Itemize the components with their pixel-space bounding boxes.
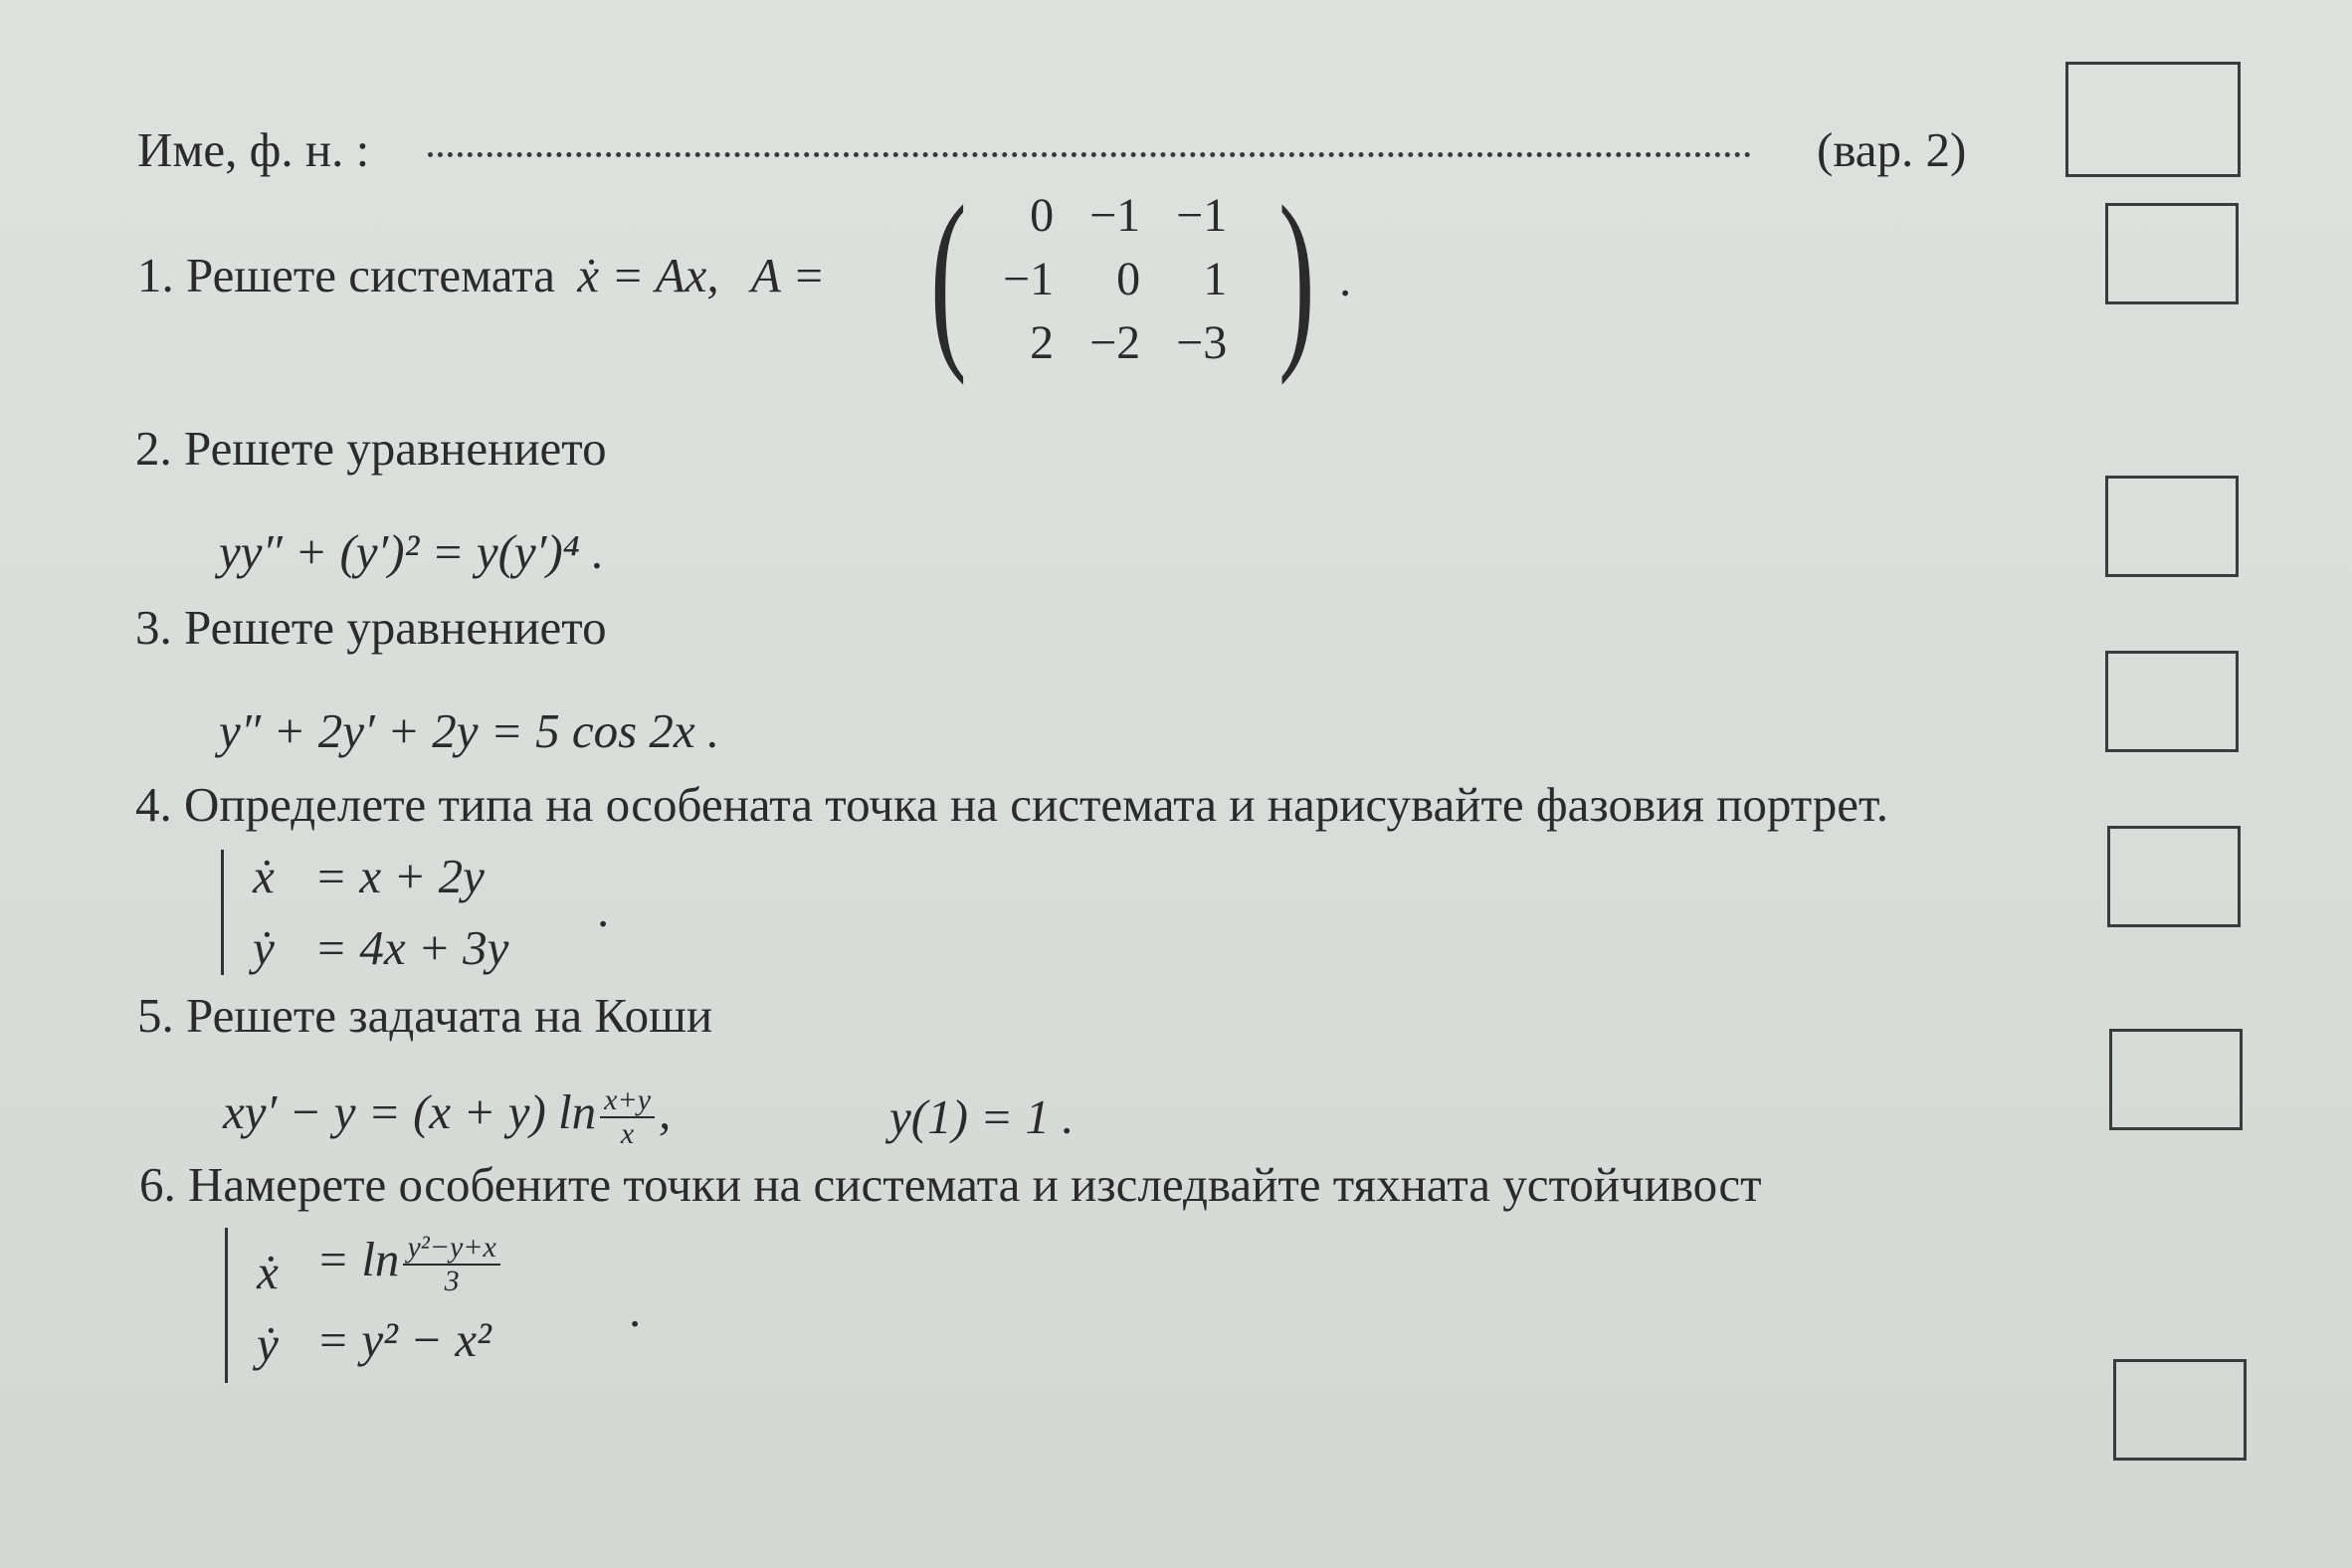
system-bar xyxy=(221,850,224,975)
matrix-cell: −1 xyxy=(1176,188,1228,242)
matrix-cell: 0 xyxy=(1030,188,1055,242)
problem-number: 6. xyxy=(139,1157,176,1212)
equation-5 xyxy=(223,1084,671,1149)
problem-6 xyxy=(139,1157,1762,1212)
problem-text: Определете типа на особената точка на системата и нарисувайте фазовия портрет. xyxy=(184,777,1888,832)
matrix-a xyxy=(985,183,1245,374)
equation-2: yy″ + (y′)² = y(y′)⁴ . xyxy=(219,524,605,579)
problem-text: Решете уравнението xyxy=(184,600,607,655)
matrix-cell: −3 xyxy=(1176,315,1228,369)
end-period: . xyxy=(1339,252,1352,306)
fraction xyxy=(600,1084,655,1149)
end-period: . xyxy=(629,1282,642,1337)
system-lhs: ẏ xyxy=(257,1316,279,1371)
score-box-4[interactable] xyxy=(2107,826,2241,927)
problem-text: Решете задачата на Коши xyxy=(186,988,713,1043)
system-bar xyxy=(225,1228,228,1383)
fraction-numerator: x+y xyxy=(600,1084,655,1118)
equation-part: = ln xyxy=(316,1231,400,1286)
problem-text: Намерете особените точки на системата и изследвайте тяхната устойчивост xyxy=(188,1157,1762,1212)
fraction xyxy=(403,1232,499,1296)
name-label: Име, ф. н. : xyxy=(137,122,370,177)
problem-number: 5. xyxy=(137,988,174,1043)
system-rhs: = 4x + 3y xyxy=(314,920,509,975)
problem-2 xyxy=(135,421,607,476)
score-box-6[interactable] xyxy=(2113,1359,2247,1461)
problem-4 xyxy=(135,777,1888,832)
system-lhs: ẏ xyxy=(253,920,275,975)
matrix-cell: −2 xyxy=(1089,315,1141,369)
score-box-3[interactable] xyxy=(2105,651,2239,752)
system-lhs: ẋ xyxy=(257,1245,279,1299)
equation: ẋ = Ax, xyxy=(577,248,719,302)
equation-3: y″ + 2y′ + 2y = 5 cos 2x . xyxy=(219,703,720,758)
score-box-5[interactable] xyxy=(2109,1029,2243,1130)
problem-text: Решете системата xyxy=(186,248,556,302)
comma: , xyxy=(659,1083,672,1139)
problem-number: 3. xyxy=(135,600,172,655)
matrix-cell: 2 xyxy=(1030,315,1055,369)
end-period: . xyxy=(597,882,610,937)
name-fill-line[interactable] xyxy=(428,152,1751,157)
initial-condition: y(1) = 1 . xyxy=(889,1089,1075,1144)
fraction-denominator: 3 xyxy=(444,1264,460,1297)
matrix-cell: 0 xyxy=(1116,252,1141,305)
system-rhs: = x + 2y xyxy=(314,849,485,903)
variant-label: (вар. 2) xyxy=(1817,122,1967,177)
left-paren: ( xyxy=(929,166,967,386)
problem-number: 4. xyxy=(135,777,172,832)
problem-1 xyxy=(137,248,826,302)
problem-text: Решете уравнението xyxy=(184,421,607,476)
problem-3 xyxy=(135,600,607,655)
fraction-numerator: y²−y+x xyxy=(403,1232,499,1266)
fraction-denominator: x xyxy=(620,1116,635,1150)
system-rhs: = y² − x² xyxy=(316,1312,491,1367)
system-rhs-1 xyxy=(316,1232,504,1296)
problem-5 xyxy=(137,988,713,1043)
problem-number: 1. xyxy=(137,248,174,302)
right-paren: ) xyxy=(1277,166,1315,386)
matrix-cell: −1 xyxy=(1089,188,1141,242)
equation-part: xy′ − y = (x + y) ln xyxy=(223,1083,597,1139)
matrix-cell: −1 xyxy=(1003,252,1055,305)
score-box-2[interactable] xyxy=(2105,476,2239,577)
matrix-cell: 1 xyxy=(1203,252,1228,305)
matrix-name: A = xyxy=(750,248,826,302)
system-lhs: ẋ xyxy=(253,849,275,903)
total-score-box[interactable] xyxy=(2065,62,2241,177)
score-box-1[interactable] xyxy=(2105,203,2239,304)
problem-number: 2. xyxy=(135,421,172,476)
